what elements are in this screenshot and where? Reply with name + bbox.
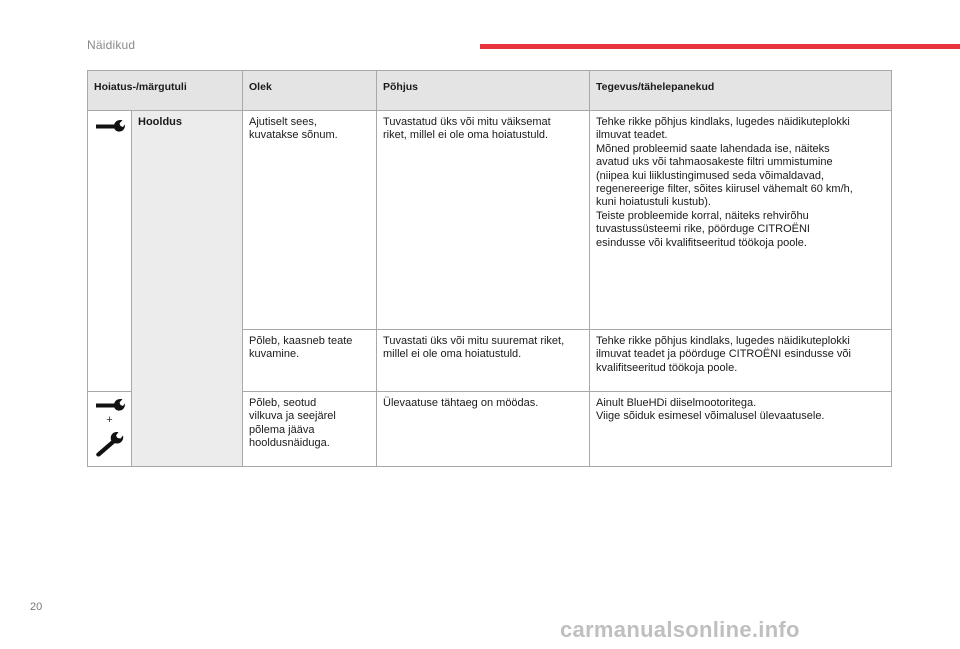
action-cell: Ainult BlueHDi diiselmootoritega. Viige sõiduk esimesel võimalusel ülevaatusele. (590, 392, 892, 467)
section-title: Näidikud (87, 38, 136, 52)
watermark: carmanualsonline.info (560, 617, 800, 642)
cause-cell: Tuvastatud üks või mitu väiksemat riket, millel ei ole oma hoiatustuld. (377, 111, 590, 330)
cause-cell: Tuvastati üks või mitu suuremat riket, millel ei ole oma hoiatustuld. (377, 330, 590, 392)
column-header-cause: Põhjus (377, 71, 590, 111)
wrench-icon (95, 119, 125, 133)
plus-symbol: + (106, 414, 113, 426)
cause-cell: Ülevaatuse tähtaeg on möödas. (377, 392, 590, 467)
warning-lights-table (87, 70, 892, 467)
table-row (88, 111, 892, 330)
column-header-action: Tegevus/tähelepanekud (590, 71, 892, 111)
table-header-row (88, 71, 892, 111)
action-cell: Tehke rikke põhjus kindlaks, lugedes näidikuteplokki ilmuvat teadet. Mõned probleemid saate lahendada ise, näiteks avatud uks või tahmaosakeste filtri ummistumine (niipea kui liiklustingimused seda võimaldavad, regenereerige filter, sõites kiirusel vähemalt 60 km/h, kuni hoiatustuli kustub). Teiste probleemide korral, näiteks rehvirõhu tuvastussüsteemi rike, pöörduge CITROËNI esindusse või kvalifitseeritud töökoja poole. (590, 111, 892, 330)
state-cell: Põleb, seotud vilkuva ja seejärel põlema jääva hooldusnäiduga. (243, 392, 377, 467)
page-number: 20 (30, 601, 43, 613)
column-header-state: Olek (243, 71, 377, 111)
column-header-warning-light: Hoiatus-/märgutuli (88, 71, 243, 111)
accent-bar (480, 44, 960, 49)
state-cell: Ajutiselt sees, kuvatakse sõnum. (243, 111, 377, 330)
icon-cell (88, 392, 132, 467)
state-cell: Põleb, kaasneb teate kuvamine. (243, 330, 377, 392)
warning-name-cell (132, 111, 243, 467)
action-cell: Tehke rikke põhjus kindlaks, lugedes näidikuteplokki ilmuvat teadet ja pöörduge CITROËNI esindusse või kvalifitseeritud töökoja poole. (590, 330, 892, 392)
icon-cell (88, 111, 132, 392)
warning-name: Hooldus (138, 116, 182, 128)
wrench-icon (95, 431, 125, 457)
wrench-icon (95, 398, 125, 412)
